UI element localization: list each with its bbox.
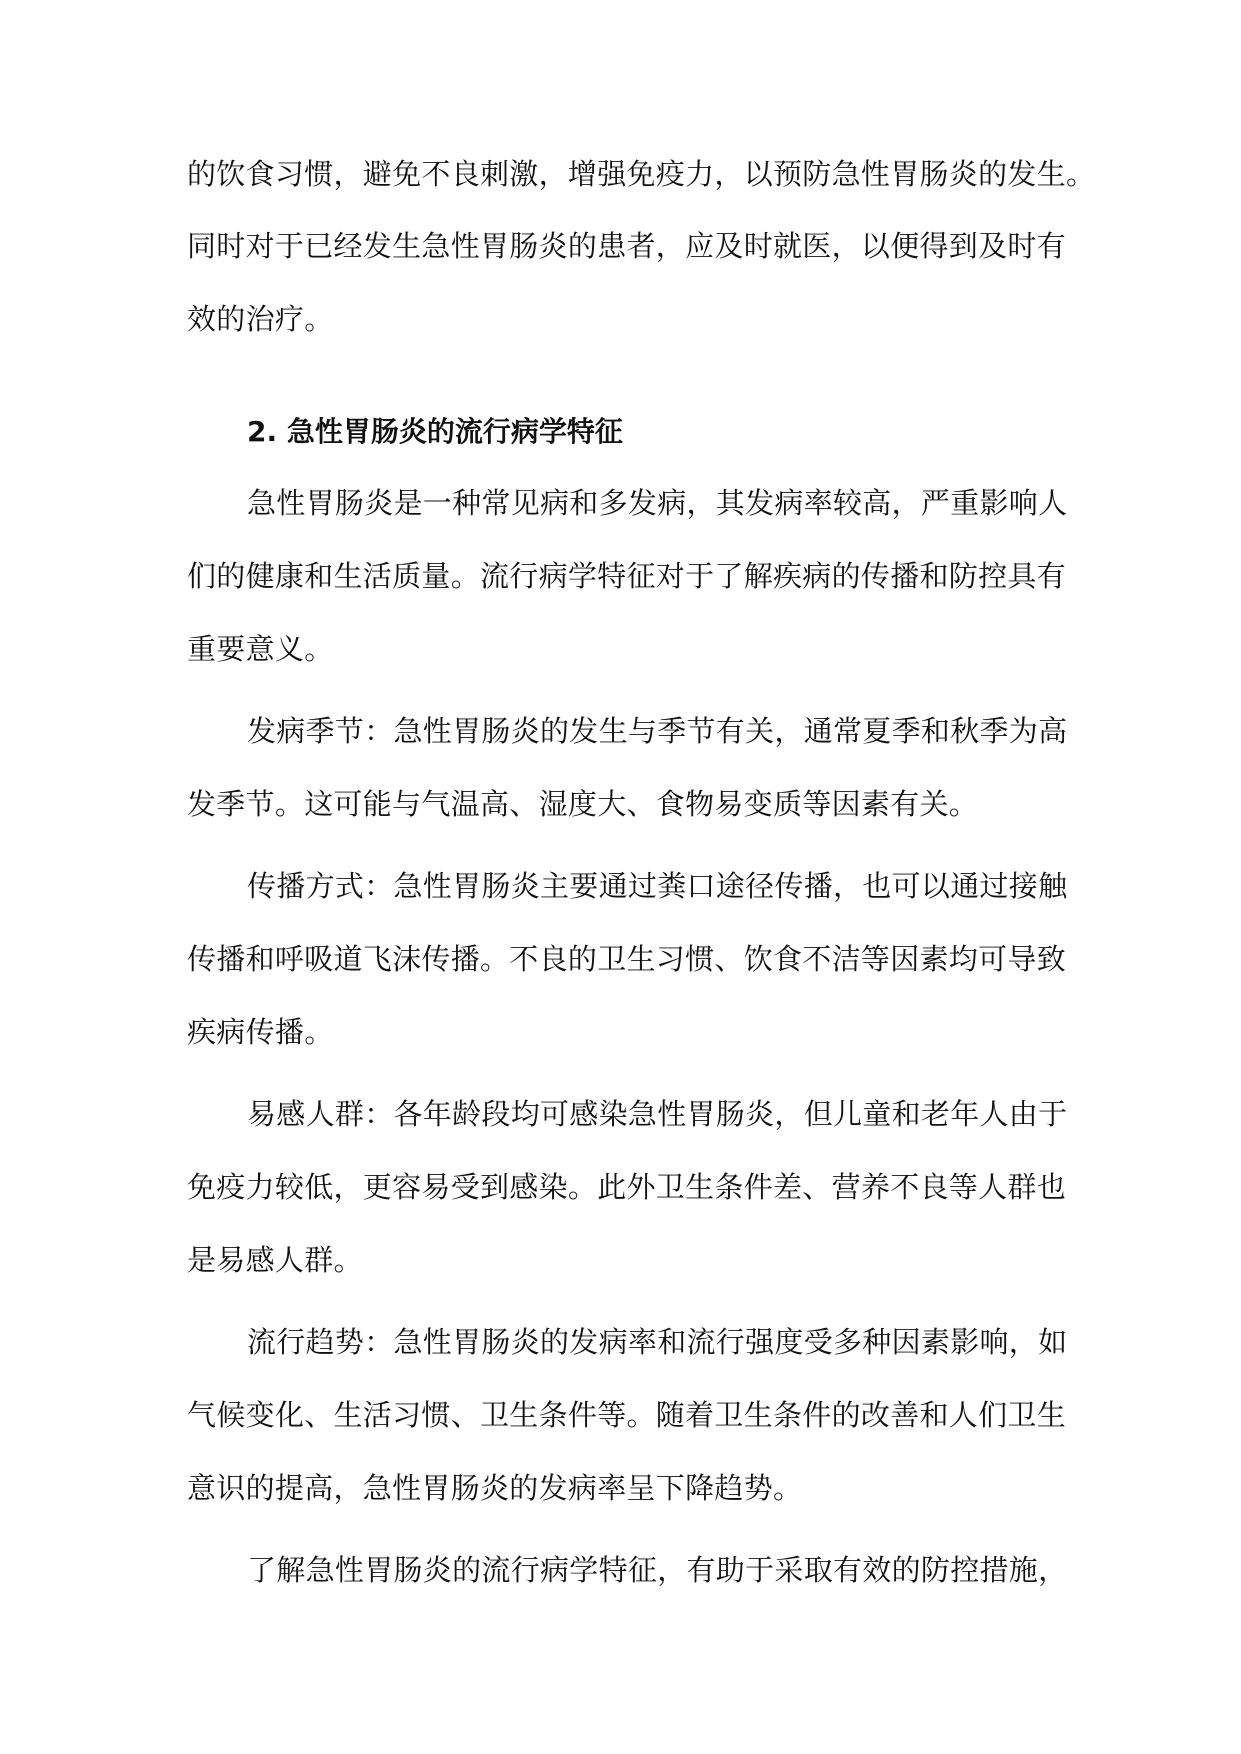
text-line: 同时对于已经发生急性胃肠炎的患者，应及时就医，以便得到及时有 bbox=[187, 229, 1067, 263]
text-line: 效的治疗。 bbox=[187, 302, 334, 336]
text-line: 重要意义。 bbox=[187, 632, 334, 666]
text-line: 传播和呼吸道飞沫传播。不良的卫生习惯、饮食不洁等因素均可导致 bbox=[187, 942, 1067, 976]
text-line: 意识的提高，急性胃肠炎的发病率呈下降趋势。 bbox=[187, 1471, 803, 1505]
text-line: 的饮食习惯，避免不良刺激，增强免疫力，以预防急性胃肠炎的发生。 bbox=[187, 157, 1096, 191]
text-line: 免疫力较低，更容易受到感染。此外卫生条件差、营养不良等人群也 bbox=[187, 1170, 1067, 1204]
text-line: 急性胃肠炎是一种常见病和多发病，其发病率较高，严重影响人 bbox=[247, 486, 1068, 520]
text-line: 了解急性胃肠炎的流行病学特征，有助于采取有效的防控措施， bbox=[247, 1553, 1068, 1587]
section-heading: 2. 急性胃肠炎的流行病学特征 bbox=[247, 415, 623, 448]
text-line: 们的健康和生活质量。流行病学特征对于了解疾病的传播和防控具有 bbox=[187, 559, 1067, 593]
text-line: 气候变化、生活习惯、卫生条件等。随着卫生条件的改善和人们卫生 bbox=[187, 1398, 1067, 1432]
text-line: 疾病传播。 bbox=[187, 1015, 334, 1049]
text-line: 是易感人群。 bbox=[187, 1243, 363, 1277]
text-line: 传播方式：急性胃肠炎主要通过粪口途径传播，也可以通过接触 bbox=[247, 869, 1068, 903]
text-line: 流行趋势：急性胃肠炎的发病率和流行强度受多种因素影响，如 bbox=[247, 1325, 1068, 1359]
text-line: 发病季节：急性胃肠炎的发生与季节有关，通常夏季和秋季为高 bbox=[247, 714, 1068, 748]
text-line: 发季节。这可能与气温高、湿度大、食物易变质等因素有关。 bbox=[187, 787, 979, 821]
text-line: 易感人群：各年龄段均可感染急性胃肠炎，但儿童和老年人由于 bbox=[247, 1097, 1068, 1131]
